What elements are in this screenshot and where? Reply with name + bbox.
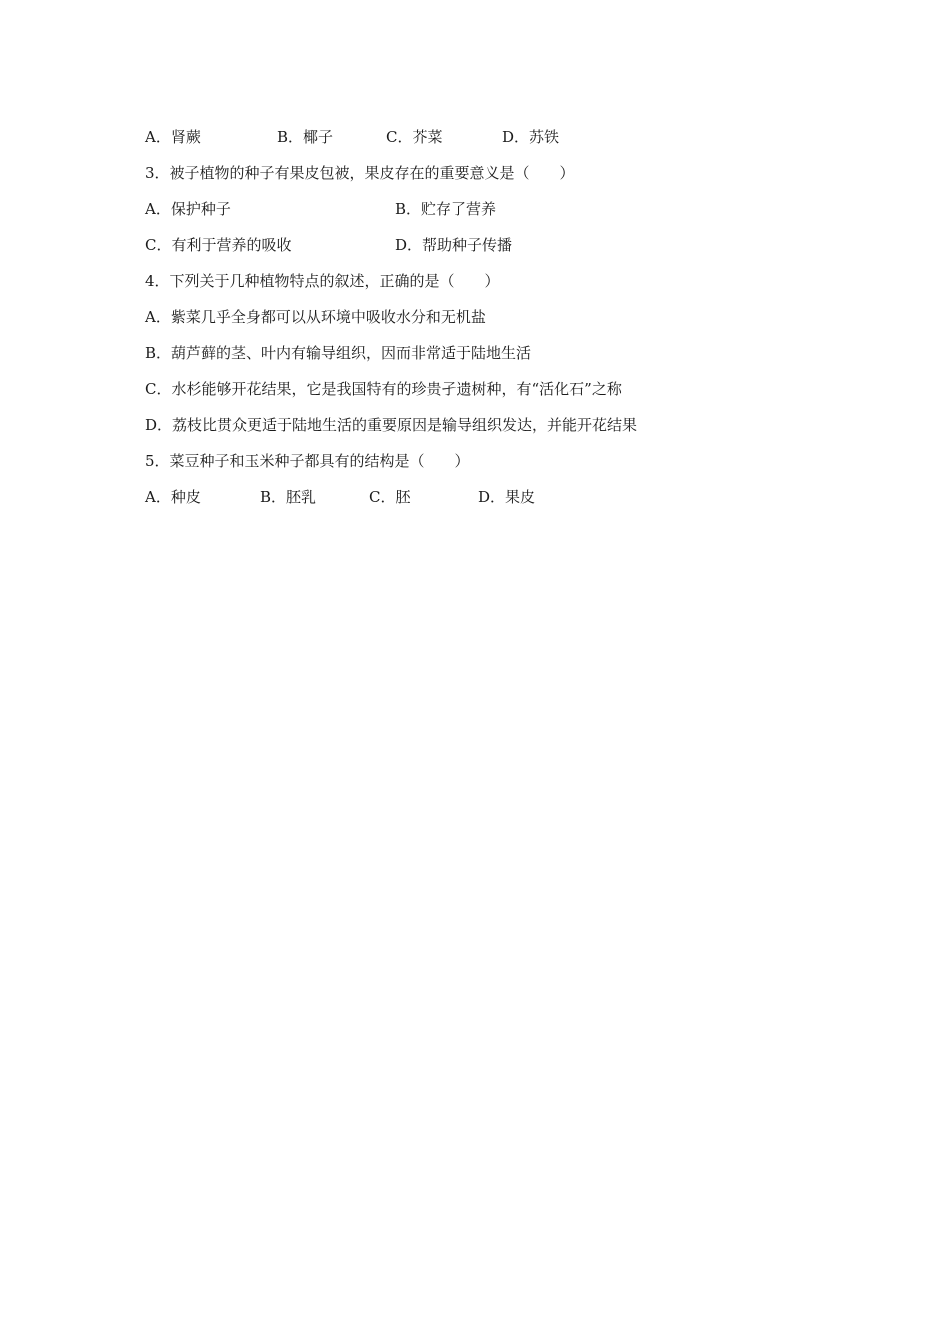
q3-option-a: A．保护种子 (145, 200, 231, 218)
q5-option-d: D．果皮 (478, 488, 536, 506)
q5-option-a: A．种皮 (145, 488, 201, 506)
q3-option-d: D．帮助种子传播 (395, 236, 513, 254)
q3-option-c: C．有利于营养的吸收 (145, 236, 292, 254)
q3-option-b: B．贮存了营养 (395, 200, 497, 218)
q4-option-d: D．荔枝比贯众更适于陆地生活的重要原因是输导组织发达，并能开花结果 (145, 416, 638, 434)
q4-option-b: B．葫芦藓的茎、叶内有输导组织，因而非常适于陆地生活 (145, 344, 532, 362)
q4-option-c: C．水杉能够开花结果，它是我国特有的珍贵孑遗树种，有“活化石”之称 (145, 380, 622, 398)
q5-option-c: C．胚 (369, 488, 411, 506)
q2-option-d: D．苏铁 (502, 128, 560, 146)
q4-option-a: A．紫菜几乎全身都可以从环境中吸收水分和无机盐 (145, 308, 486, 326)
q5-option-b: B．胚乳 (260, 488, 317, 506)
q4-stem: 4．下列关于几种植物特点的叙述，正确的是（ ） (145, 272, 500, 290)
q5-stem: 5．菜豆种子和玉米种子都具有的结构是（ ） (145, 452, 470, 470)
q2-option-b: B．椰子 (277, 128, 334, 146)
q2-option-a: A．肾蕨 (145, 128, 201, 146)
q2-option-c: C．芥菜 (386, 128, 443, 146)
q3-stem: 3．被子植物的种子有果皮包被，果皮存在的重要意义是（ ） (145, 164, 575, 182)
